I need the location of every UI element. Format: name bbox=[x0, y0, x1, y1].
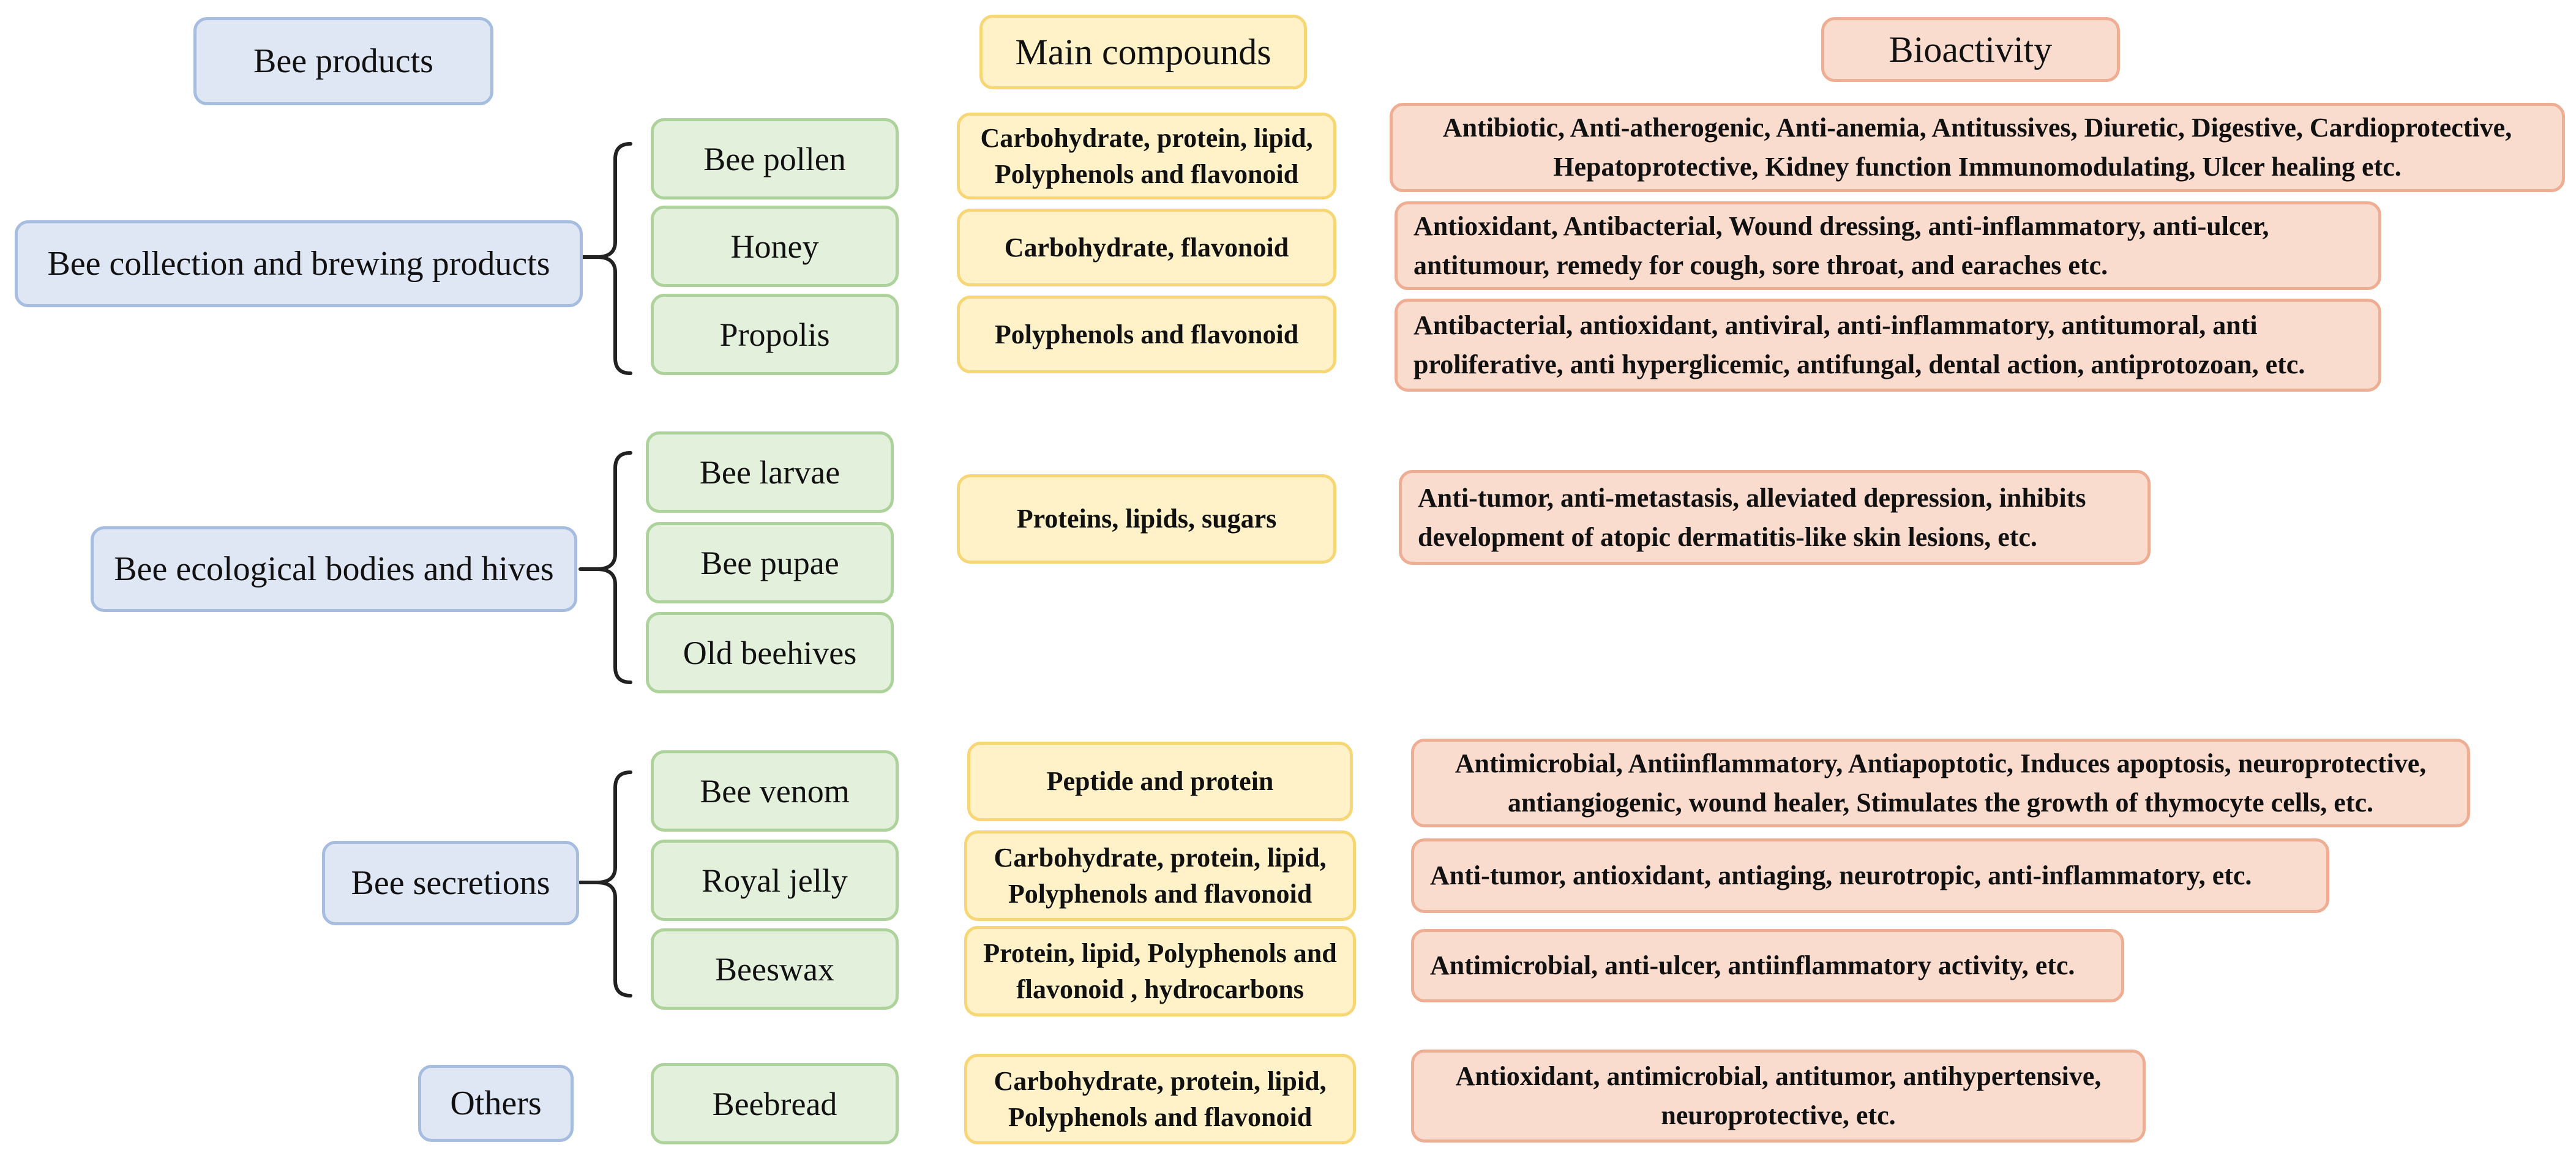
category-secretions: Bee secretions bbox=[322, 841, 579, 925]
product-beeswax: Beeswax bbox=[651, 928, 899, 1010]
header-bee-products: Bee products bbox=[193, 17, 493, 105]
compounds-bee-venom: Peptide and protein bbox=[967, 742, 1353, 821]
compounds-honey: Carbohydrate, flavonoid bbox=[957, 209, 1336, 286]
product-bee-larvae: Bee larvae bbox=[646, 431, 894, 513]
bracket-secretions bbox=[580, 772, 631, 996]
bioactivity-honey: Antioxidant, Antibacterial, Wound dressing, anti-inflammatory, anti-ulcer, antitumour, remedy for cough, sore throat, and earaches etc. bbox=[1395, 201, 2381, 290]
product-bee-pollen: Bee pollen bbox=[651, 118, 899, 200]
bioactivity-ecological: Anti-tumor, anti-metastasis, alleviated depression, inhibits development of atopic dermatitis-like skin lesions, etc. bbox=[1399, 470, 2151, 565]
bioactivity-propolis: Antibacterial, antioxidant, antiviral, anti-inflammatory, antitumoral, anti proliferative, anti hyperglicemic, antifungal, dental action, antiprotozoan, etc. bbox=[1395, 299, 2381, 392]
category-collection-brewing: Bee collection and brewing products bbox=[15, 220, 583, 307]
category-ecological-bodies: Bee ecological bodies and hives bbox=[91, 526, 577, 612]
bioactivity-bee-pollen: Antibiotic, Anti-atherogenic, Anti-anemia, Antitussives, Diuretic, Digestive, Cardioprotective, Hepatoprotective, Kidney function Immunomodulating, Ulcer healing etc. bbox=[1390, 103, 2565, 192]
product-bee-pupae: Bee pupae bbox=[646, 522, 894, 603]
header-main-compounds: Main compounds bbox=[979, 15, 1307, 89]
product-royal-jelly: Royal jelly bbox=[651, 840, 899, 921]
compounds-bee-pollen: Carbohydrate, protein, lipid, Polyphenols and flavonoid bbox=[957, 113, 1336, 200]
product-old-beehives: Old beehives bbox=[646, 612, 894, 693]
header-bioactivity: Bioactivity bbox=[1821, 17, 2120, 82]
product-beebread: Beebread bbox=[651, 1063, 899, 1144]
bioactivity-royal-jelly: Anti-tumor, antioxidant, antiaging, neurotropic, anti-inflammatory, etc. bbox=[1411, 838, 2329, 913]
product-propolis: Propolis bbox=[651, 294, 899, 375]
category-others: Others bbox=[418, 1065, 574, 1142]
bracket-collection bbox=[580, 144, 631, 373]
product-bee-venom: Bee venom bbox=[651, 750, 899, 832]
compounds-propolis: Polyphenols and flavonoid bbox=[957, 296, 1336, 373]
compounds-beebread: Carbohydrate, protein, lipid, Polyphenols and flavonoid bbox=[964, 1054, 1356, 1144]
bracket-ecological bbox=[580, 453, 631, 682]
compounds-royal-jelly: Carbohydrate, protein, lipid, Polyphenols and flavonoid bbox=[964, 830, 1356, 921]
bioactivity-beebread: Antioxidant, antimicrobial, antitumor, antihypertensive, neuroprotective, etc. bbox=[1411, 1050, 2146, 1143]
product-honey: Honey bbox=[651, 206, 899, 287]
bioactivity-bee-venom: Antimicrobial, Antiinflammatory, Antiapoptotic, Induces apoptosis, neuroprotective, antiangiogenic, wound healer, Stimulates the growth of thymocyte cells, etc. bbox=[1411, 739, 2470, 827]
compounds-beeswax: Protein, lipid, Polyphenols and flavonoid , hydrocarbons bbox=[964, 926, 1356, 1016]
compounds-ecological: Proteins, lipids, sugars bbox=[957, 474, 1336, 564]
bioactivity-beeswax: Antimicrobial, anti-ulcer, antiinflammatory activity, etc. bbox=[1411, 929, 2124, 1002]
